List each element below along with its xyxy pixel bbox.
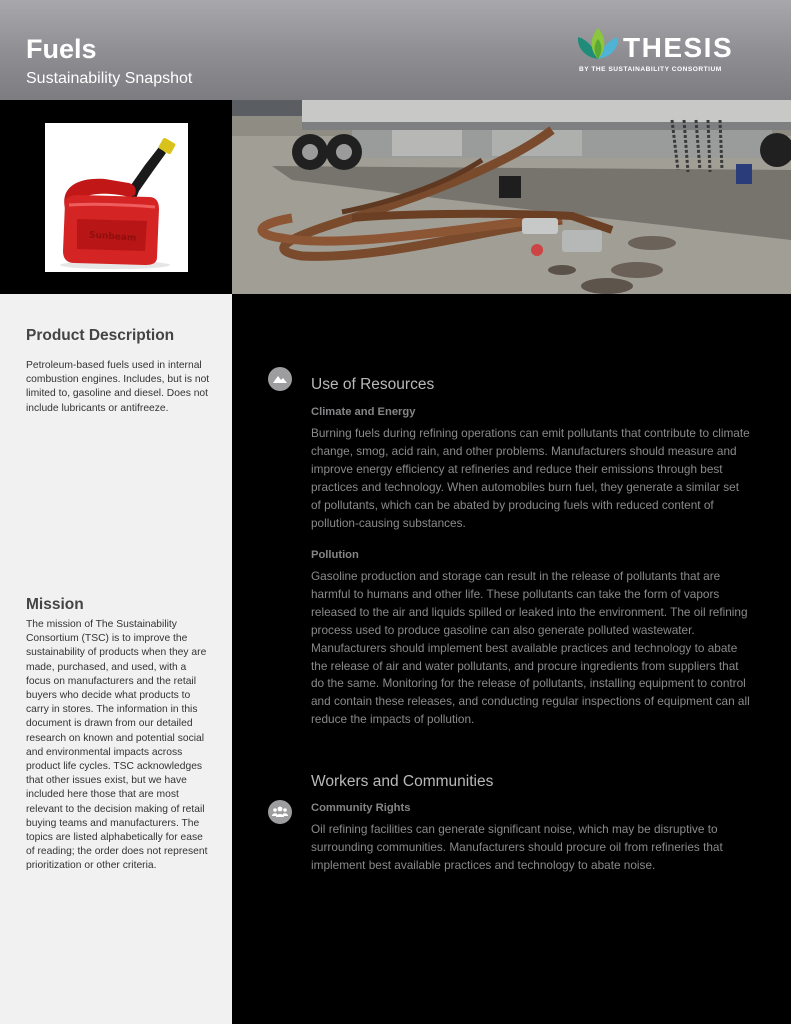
- community-rights-subheading: Community Rights: [311, 802, 411, 814]
- mission-heading: Mission: [26, 596, 84, 613]
- page-subtitle: Sustainability Snapshot: [26, 70, 193, 87]
- climate-energy-subheading: Climate and Energy: [311, 406, 416, 418]
- community-rights-text: Oil refining facilities can generate significant noise, which may be disruptive to surrounding communities. Manufacturers should procure oil from refineries that implement best available practices and technology to abate noise.: [311, 822, 723, 872]
- header-banner: [0, 0, 791, 100]
- can-brand-label: Sunbeam: [88, 230, 137, 244]
- mission-text: The mission of The Sustainability Consortium (TSC) is to improve the sustainability of products when they are made, purchased, and used, with a focus on manufacturers and the retail buyers who decide what products to carry in stores. The information in this document is drawn from our detailed research on known and potential social and environmental impacts across product life cycles. TSC acknowledges that other issues exist, but we have included here those that are most relevant to the decision making of retail buying teams and manufacturers. The topics are listed alphabetically for ease of reading; the order does not represent prioritization or other criteria.: [26, 619, 208, 872]
- sidebar: [0, 294, 232, 1024]
- gas-can-image-frame: [45, 123, 188, 272]
- workers-communities-heading: Workers and Communities: [311, 773, 494, 790]
- mountain-icon: [268, 367, 292, 391]
- leaf-logo-icon: [576, 27, 620, 63]
- climate-energy-text: Burning fuels during refining operations can emit pollutants that contribute to climate change, smog, acid rain, and other problems. Manufacturers should measure and improve energy efficiency at refineries and reduce their emissions through best practices and technology. When automobiles burn fuel, they generate a similar set of pollutants, which can be abated by producing fuels with reduced content of pollution-causing substances.: [311, 426, 750, 530]
- page-title: Fuels: [26, 34, 97, 64]
- pollution-text: Gasoline production and storage can result in the release of pollutants that are harmful to humans and other life. These pollutants can take the form of vapors released to the air and liquids spilled or leaked into the environment. The oil refining process used to produce gasoline can also generate polluted wastewater. Manufacturers should implement best available practices and technology to abate the release of air and water pollutants, and procure ingredients from suppliers that do the same. Monitoring for the release of pollutants, installing equipment to control and contain these releases, and conducting regular inspections of equipment can all reduce the impacts of pollution.: [311, 569, 750, 727]
- thesis-logo: [576, 26, 746, 78]
- main-content: [232, 294, 791, 1024]
- fuel-truck-scene: [232, 100, 791, 294]
- gas-can-icon: [45, 123, 188, 272]
- use-of-resources-heading: Use of Resources: [311, 376, 435, 393]
- fuel-truck-photo: [232, 100, 791, 294]
- gas-can-photo: [0, 100, 232, 294]
- logo-tagline: BY THE SUSTAINABILITY CONSORTIUM: [579, 66, 722, 73]
- product-description-text: Petroleum-based fuels used in internal combustion engines. Includes, but is not limited to, gasoline and diesel. Does not include lubricants or antifreeze.: [26, 360, 210, 414]
- people-icon: [268, 800, 292, 824]
- pollution-subheading: Pollution: [311, 549, 359, 561]
- logo-wordmark: THESIS: [623, 32, 734, 63]
- product-description-heading: Product Description: [26, 327, 175, 344]
